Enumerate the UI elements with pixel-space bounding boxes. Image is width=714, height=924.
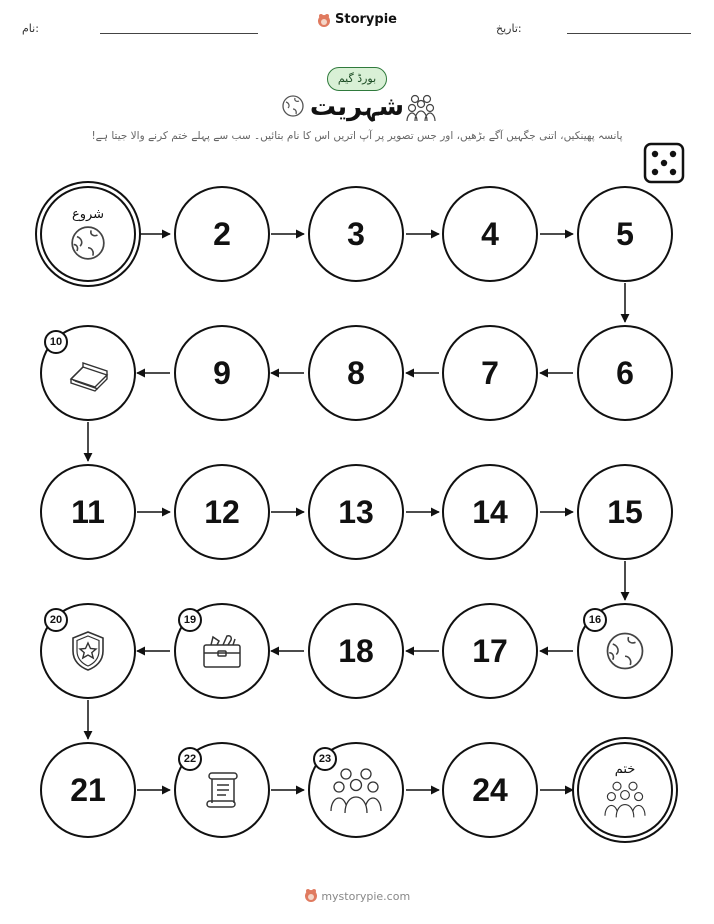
board-square-24 [442,742,538,838]
square-number: 17 [472,632,508,669]
board-square-2 [174,186,270,282]
square-number: 8 [347,354,365,391]
square-number: 4 [481,215,499,252]
square-number: 21 [70,771,106,808]
board-square-4 [442,186,538,282]
people-group-icon [329,765,383,815]
people-group-icon [603,779,647,819]
square-number: 5 [616,215,634,252]
page-title: شہریت [309,92,405,122]
square-number: 14 [472,493,508,530]
square-badge-22: 22 [178,747,202,771]
square-badge-16: 16 [583,608,607,632]
board-square-12 [174,464,270,560]
square-number: 9 [213,354,231,391]
board-square-3 [308,186,404,282]
square-number: 15 [607,493,643,530]
board-square-8 [308,325,404,421]
board-square-21 [40,742,136,838]
scroll-icon [202,767,242,813]
board-square-start [40,186,136,282]
storypie-logo-icon [304,888,318,902]
square-badge-23: 23 [313,747,337,771]
board-square-7 [442,325,538,421]
square-number: 7 [481,354,499,391]
book-icon [65,353,111,393]
globe-icon [604,630,646,672]
brand-name: Storypie [335,12,397,27]
square-number: 18 [338,632,374,669]
square-badge-10: 10 [44,330,68,354]
instructions-text: پانسہ پھینکیں، اتنی جگہیں آگے بڑھیں، اور جس تصویر پر آپ اتریں اس کا نام بتائیں۔ سب سے پہلے ختم کرنے والا جیتا ہے! [91,130,623,142]
shield-star-icon [68,629,108,673]
board-game-badge: بورڈ گیم [327,67,387,91]
square-number: 13 [338,493,374,530]
globe-icon [69,224,107,262]
footer [0,888,714,903]
board-square-13 [308,464,404,560]
square-badge-20: 20 [44,608,68,632]
board-square-6 [577,325,673,421]
board-square-9 [174,325,270,421]
square-number: 3 [347,215,365,252]
board-square-17 [442,603,538,699]
board-square-11 [40,464,136,560]
board-square-15 [577,464,673,560]
square-badge-19: 19 [178,608,202,632]
square-number: 6 [616,354,634,391]
toolbox-icon [199,631,245,671]
square-number: 24 [472,771,508,808]
board-square-5 [577,186,673,282]
start-label: شروع [71,206,105,222]
board-square-18 [308,603,404,699]
square-number: 2 [213,215,231,252]
board-square-end [577,742,673,838]
square-number: 11 [71,493,105,530]
board-square-14 [442,464,538,560]
name-label: نام: [22,22,39,35]
footer-url[interactable]: mystorypie.com [321,890,411,903]
square-number: 12 [204,493,240,530]
end-label: ختم [614,761,636,777]
date-label: تاریخ: [496,22,522,35]
